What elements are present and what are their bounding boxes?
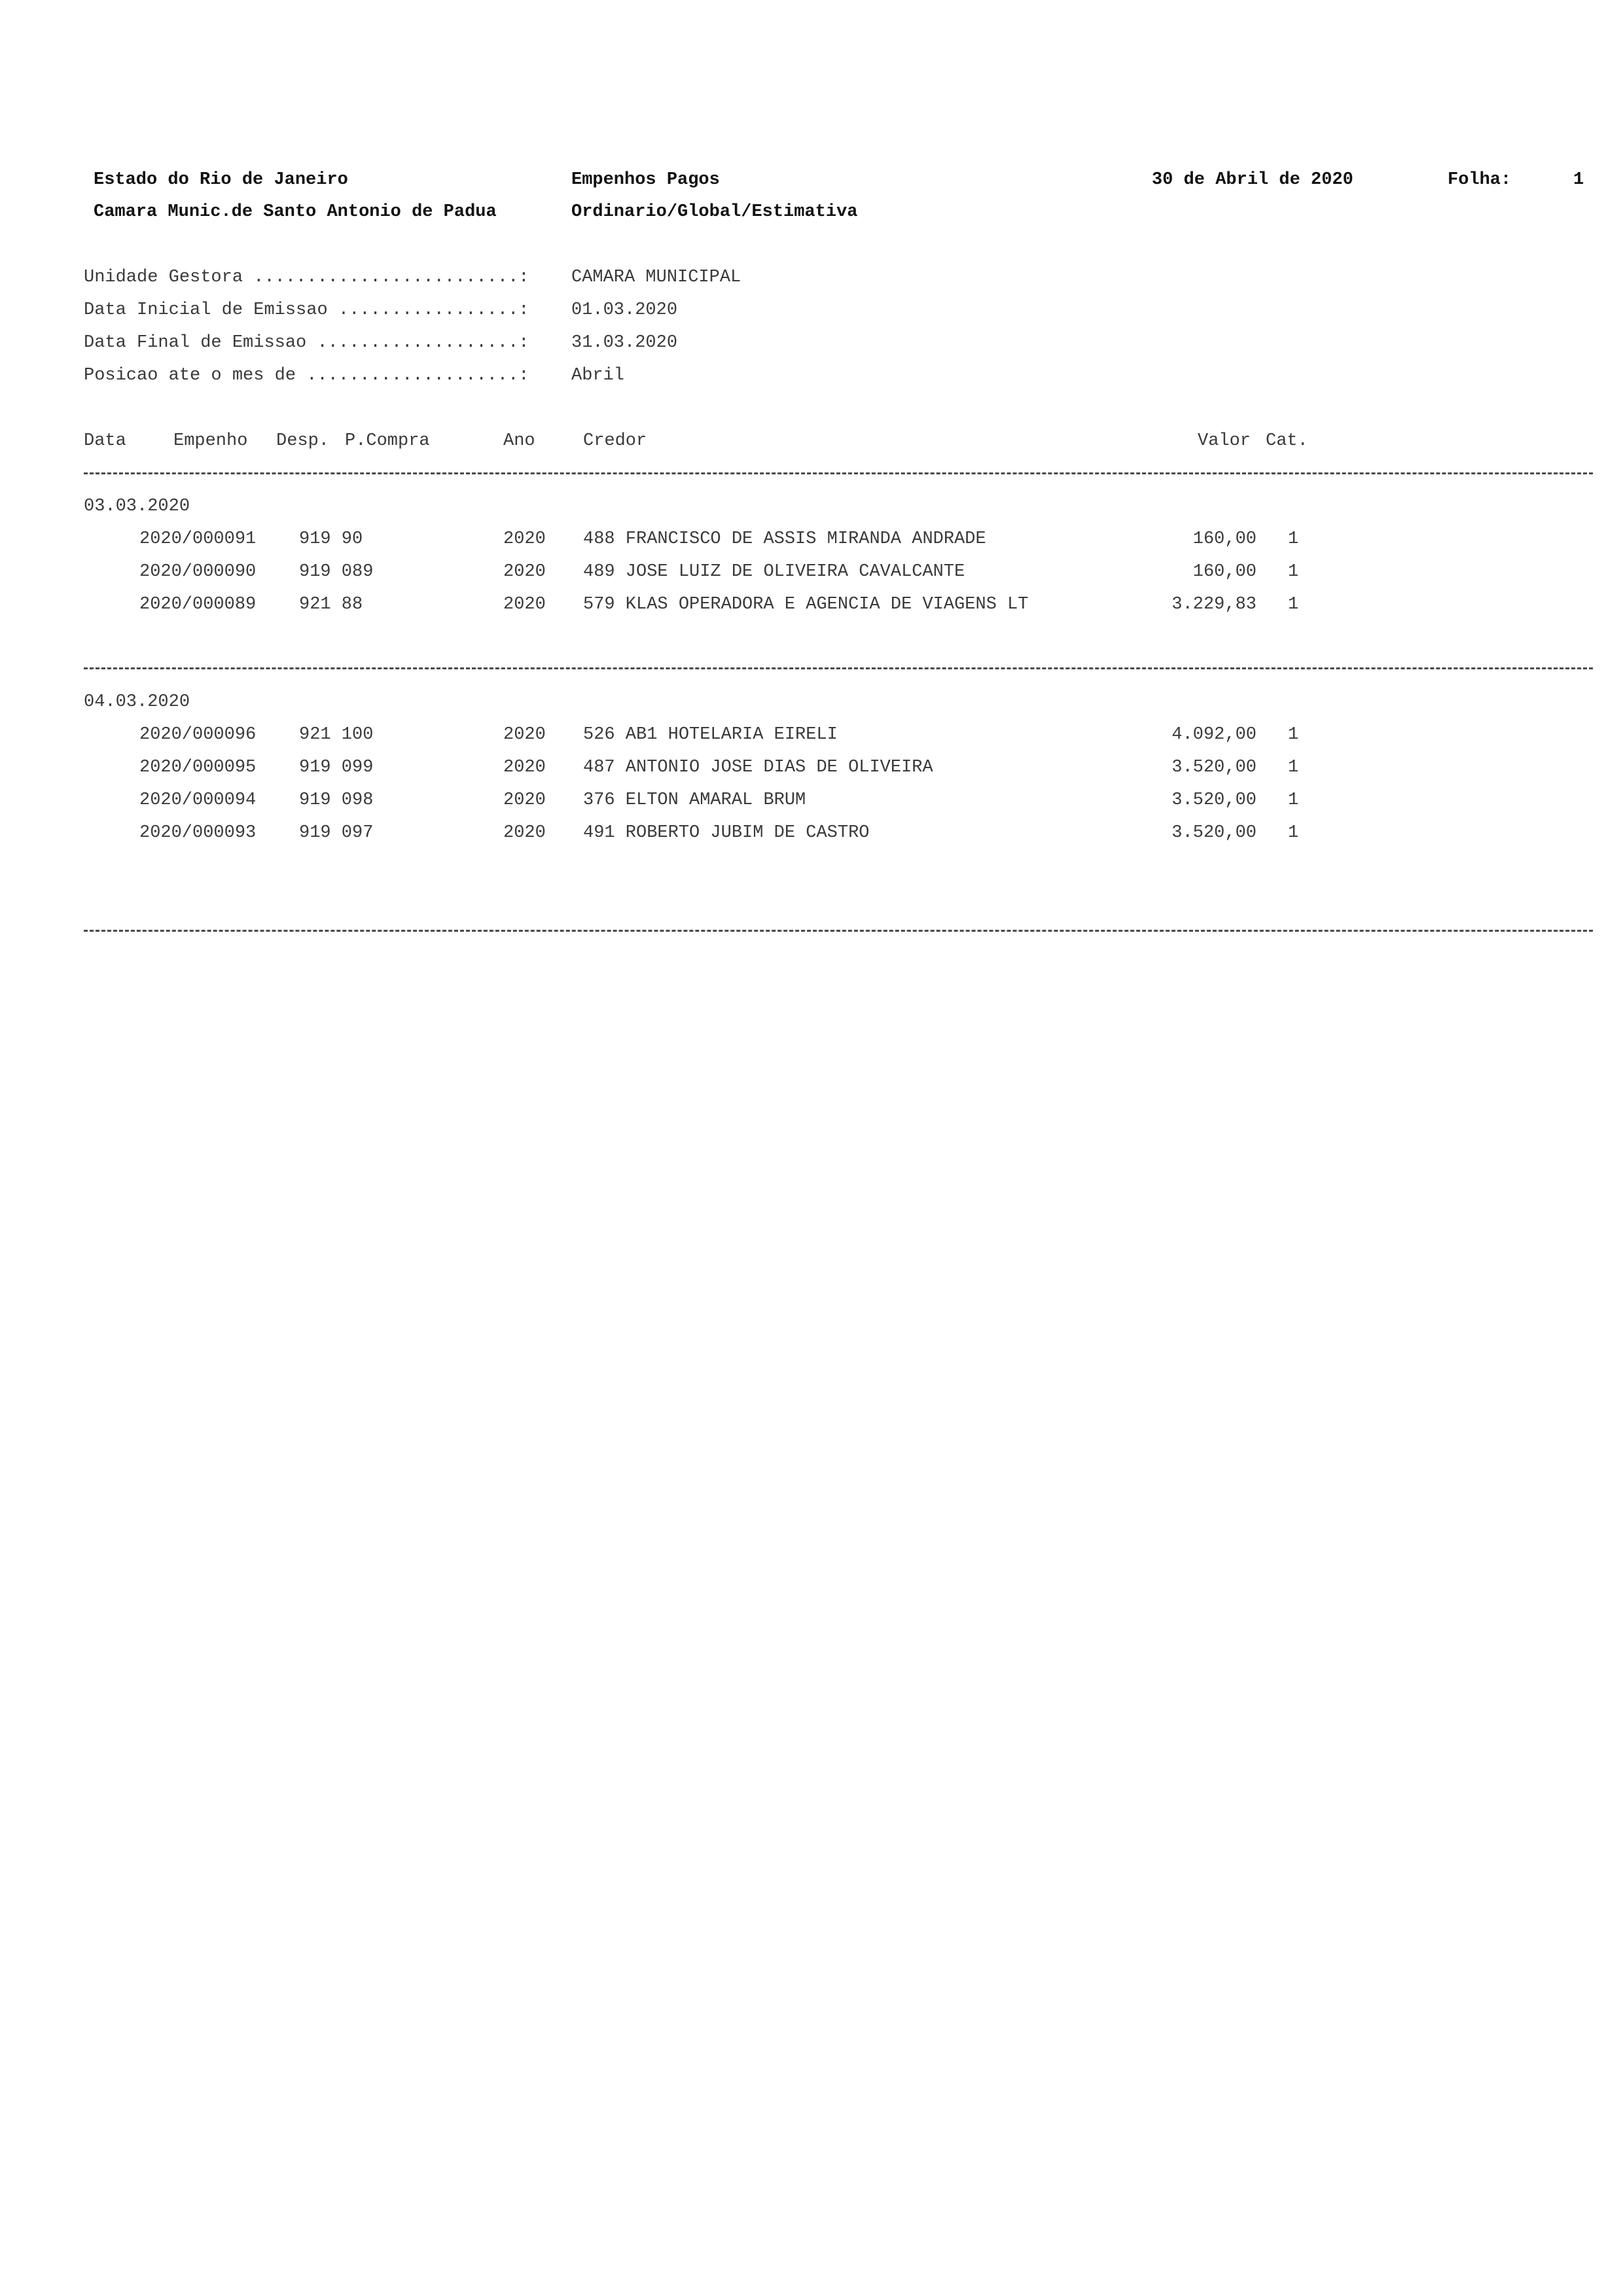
row-credor: 487 ANTONIO JOSE DIAS DE OLIVEIRA xyxy=(583,758,933,777)
row-empenho: 2020/000094 xyxy=(139,790,257,810)
row-ano: 2020 xyxy=(503,823,546,843)
col-header-credor: Credor xyxy=(583,431,647,451)
report-title: Empenhos Pagos xyxy=(571,170,720,190)
row-desp: 919 099 xyxy=(299,758,374,777)
header-entity: Camara Munic.de Santo Antonio de Padua xyxy=(94,202,497,222)
row-ano: 2020 xyxy=(503,562,546,582)
param-label: Data Inicial de Emissao .................: xyxy=(84,300,529,320)
col-header-pcompra: P.Compra xyxy=(345,431,430,451)
row-credor: 489 JOSE LUIZ DE OLIVEIRA CAVALCANTE xyxy=(583,562,965,582)
row-cat: 1 xyxy=(1288,562,1299,582)
row-credor: 526 AB1 HOTELARIA EIRELI xyxy=(583,725,838,745)
row-credor: 488 FRANCISCO DE ASSIS MIRANDA ANDRADE xyxy=(583,529,986,549)
row-desp: 919 90 xyxy=(299,529,363,549)
sheet-number: 1 xyxy=(1573,170,1584,190)
row-ano: 2020 xyxy=(503,725,546,745)
row-empenho: 2020/000091 xyxy=(139,529,257,549)
param-value: 01.03.2020 xyxy=(571,300,678,320)
row-cat: 1 xyxy=(1288,529,1299,549)
row-cat: 1 xyxy=(1288,758,1299,777)
row-credor: 579 KLAS OPERADORA E AGENCIA DE VIAGENS LT xyxy=(583,595,1029,614)
col-header-empenho: Empenho xyxy=(173,431,248,451)
row-ano: 2020 xyxy=(503,529,546,549)
col-header-desp: Desp. xyxy=(276,431,330,451)
param-label: Unidade Gestora .........................: xyxy=(84,268,529,287)
row-desp: 919 098 xyxy=(299,790,374,810)
param-value: Abril xyxy=(571,366,625,385)
row-desp: 921 88 xyxy=(299,595,363,614)
row-ano: 2020 xyxy=(503,790,546,810)
param-label: Data Final de Emissao ...................: xyxy=(84,333,529,353)
row-empenho: 2020/000093 xyxy=(139,823,257,843)
row-cat: 1 xyxy=(1288,725,1299,745)
header-state: Estado do Rio de Janeiro xyxy=(94,170,348,190)
row-ano: 2020 xyxy=(503,595,546,614)
row-valor: 3.520,00 xyxy=(1171,758,1257,777)
sheet-label: Folha: xyxy=(1448,170,1512,190)
row-valor: 3.520,00 xyxy=(1171,823,1257,843)
row-valor: 3.229,83 xyxy=(1171,595,1257,614)
separator-line xyxy=(84,472,1593,474)
separator-line xyxy=(84,667,1593,669)
row-valor: 160,00 xyxy=(1192,562,1257,582)
param-value: CAMARA MUNICIPAL xyxy=(571,268,741,287)
param-label: Posicao ate o mes de ....................: xyxy=(84,366,529,385)
row-valor: 3.520,00 xyxy=(1171,790,1257,810)
row-cat: 1 xyxy=(1288,595,1299,614)
row-desp: 919 089 xyxy=(299,562,374,582)
separator-line xyxy=(84,930,1593,932)
col-header-cat: Cat. xyxy=(1266,431,1308,451)
row-valor: 4.092,00 xyxy=(1171,725,1257,745)
col-header-data: Data xyxy=(84,431,126,451)
row-credor: 491 ROBERTO JUBIM DE CASTRO xyxy=(583,823,870,843)
row-empenho: 2020/000095 xyxy=(139,758,257,777)
row-empenho: 2020/000089 xyxy=(139,595,257,614)
row-ano: 2020 xyxy=(503,758,546,777)
row-credor: 376 ELTON AMARAL BRUM xyxy=(583,790,806,810)
row-empenho: 2020/000096 xyxy=(139,725,257,745)
col-header-valor: Valor xyxy=(1198,431,1251,451)
report-subtitle: Ordinario/Global/Estimativa xyxy=(571,202,858,222)
row-cat: 1 xyxy=(1288,790,1299,810)
row-desp: 919 097 xyxy=(299,823,374,843)
row-desp: 921 100 xyxy=(299,725,374,745)
group-date: 04.03.2020 xyxy=(84,692,190,712)
param-value: 31.03.2020 xyxy=(571,333,678,353)
row-valor: 160,00 xyxy=(1192,529,1257,549)
row-cat: 1 xyxy=(1288,823,1299,843)
report-date: 30 de Abril de 2020 xyxy=(1152,170,1353,190)
row-empenho: 2020/000090 xyxy=(139,562,257,582)
col-header-ano: Ano xyxy=(503,431,535,451)
group-date: 03.03.2020 xyxy=(84,497,190,516)
